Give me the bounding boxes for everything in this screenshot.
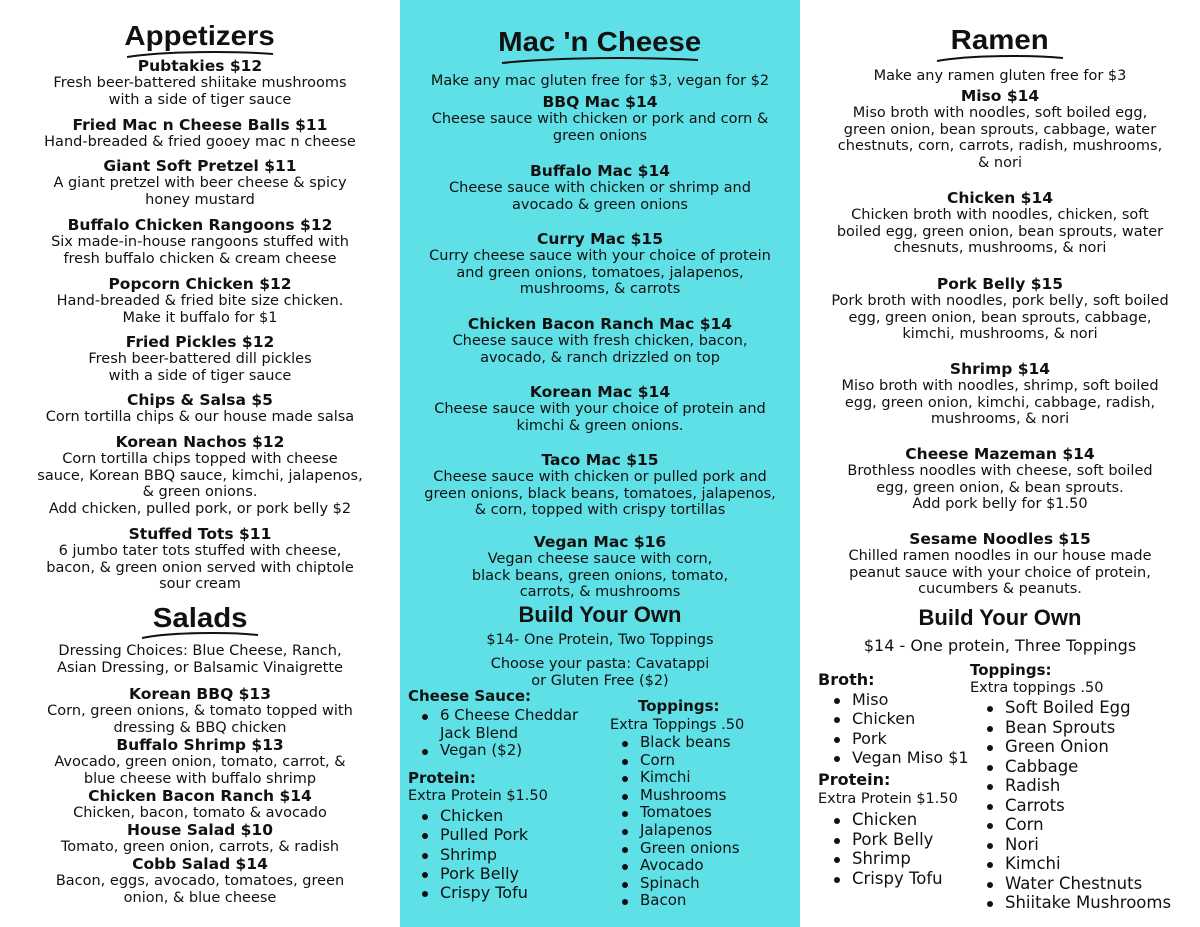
mac-toppings-list [610, 734, 800, 910]
menu-item-desc: carrots, & mushrooms [519, 584, 681, 600]
menu-item-desc: Cheese sauce with chicken or pork and corn & [431, 111, 769, 127]
menu-item-desc: Corn tortilla chips topped with cheese [62, 451, 338, 467]
menu-item-name: Cheese Mazeman $14 [905, 445, 1095, 463]
list-item: Pork Belly [822, 830, 982, 850]
ramen-column [800, 0, 1200, 927]
ramen-note: Make any ramen gluten free for $3 [873, 68, 1127, 84]
menu-item-name: Taco Mac $15 [541, 451, 659, 469]
menu-item-desc: mushrooms, & nori [930, 411, 1070, 427]
list-item: Bacon [610, 892, 800, 910]
list-item: Chicken [410, 806, 600, 825]
list-item: Shrimp [822, 849, 982, 869]
list-item: Pork Belly [410, 864, 600, 883]
menu-item-name: House Salad $10 [126, 821, 274, 839]
menu-item-desc: Cheese sauce with fresh chicken, bacon, [452, 333, 748, 349]
menu-item-name: Korean Nachos $12 [115, 433, 285, 451]
menu-item-desc: with a side of tiger sauce [108, 91, 292, 108]
menu-item [400, 231, 800, 298]
menu-item-name: Popcorn Chicken $12 [108, 275, 292, 293]
menu-item-desc: sour cream [159, 576, 241, 592]
menu-item-desc: avocado & green onions [512, 196, 688, 213]
menu-item-desc: black beans, green onions, tomato, [471, 567, 729, 584]
list-item: Pork [822, 729, 982, 748]
menu-item [0, 737, 400, 787]
menu-item-name: Cobb Salad $14 [132, 855, 268, 873]
menu-item [400, 384, 800, 434]
menu-item [400, 163, 800, 213]
list-item: 6 Cheese Cheddar Jack Blend [410, 707, 610, 742]
menu-item [0, 217, 400, 267]
list-item: Vegan Miso $1 [822, 748, 982, 767]
menu-item [0, 856, 400, 906]
menu-item-desc: blue cheese with buffalo shrimp [83, 770, 317, 787]
swirl-divider-icon [140, 631, 260, 641]
menu-item [800, 361, 1200, 428]
menu-item-desc: Miso broth with noodles, soft boiled egg, [852, 105, 1148, 121]
mac-column [400, 0, 800, 927]
ramen-build-heading: Build Your Own [918, 605, 1082, 630]
menu-item-desc: Tomato, green onion, carrots, & radish [60, 839, 340, 855]
menu-item-name: Chicken Bacon Ranch Mac $14 [467, 315, 733, 333]
menu-item-desc: egg, green onion, kimchi, cabbage, radish, [844, 394, 1156, 411]
menu-item [400, 94, 800, 144]
menu-item-name: Korean BBQ $13 [129, 685, 271, 703]
list-item: Shiitake Mushrooms [975, 893, 1200, 913]
menu-item-desc: green onions [552, 127, 648, 144]
list-item: Vegan ($2) [410, 742, 610, 760]
menu-item [0, 392, 400, 426]
menu-item [0, 334, 400, 384]
list-item: Kimchi [975, 854, 1200, 874]
menu-item-desc: Cheese sauce with your choice of protein and [434, 401, 766, 417]
menu-item [0, 276, 400, 326]
list-item: Green onions [610, 840, 800, 858]
menu-item-desc: Hand-breaded & fried gooey mac n cheese [44, 134, 356, 150]
ramen-protein-list [822, 810, 982, 888]
menu-item-name: Buffalo Chicken Rangoons $12 [67, 216, 333, 234]
menu-item [0, 434, 400, 517]
dressing-line: Asian Dressing, or Balsamic Vinaigrette [57, 660, 343, 676]
ramen-toppings-label: Toppings: [970, 661, 1052, 679]
menu-item-desc: Make it buffalo for $1 [122, 309, 278, 326]
menu-item-name: Sesame Noodles $15 [909, 530, 1091, 548]
menu-item-desc: egg, green onion, bean sprouts, cabbage, [848, 309, 1152, 326]
ramen-broth-label: Broth: [818, 670, 875, 689]
list-item: Tomatoes [610, 804, 800, 822]
list-item: Spinach [610, 875, 800, 893]
menu-item-name: Buffalo Shrimp $13 [116, 736, 284, 754]
menu-item-desc: Add chicken, pulled pork, or pork belly $2 [48, 500, 352, 517]
mac-pasta-line: or Gluten Free ($2) [531, 673, 669, 689]
menu-item-name: Giant Soft Pretzel $11 [103, 157, 297, 175]
menu-item-desc: fresh buffalo chicken & cream cheese [63, 250, 337, 267]
menu-item-desc: with a side of tiger sauce [108, 367, 292, 384]
list-item: Chicken [822, 810, 982, 830]
menu-item-desc: Add pork belly for $1.50 [912, 496, 1088, 512]
list-item: Jalapenos [610, 822, 800, 840]
menu-item [0, 686, 400, 736]
menu-item-desc: green onion, bean sprouts, cabbage, water [843, 121, 1157, 138]
appetizers-heading: Appetizers [124, 20, 276, 51]
menu-item-desc: onion, & blue cheese [123, 889, 277, 906]
list-item: Radish [975, 776, 1200, 796]
menu-item-desc: Avocado, green onion, tomato, carrot, & [54, 754, 346, 770]
menu-item-desc: avocado, & ranch drizzled on top [480, 349, 720, 366]
menu-item-desc: Fresh beer-battered shiitake mushrooms [53, 75, 347, 91]
menu-item-name: Fried Mac n Cheese Balls $11 [72, 116, 328, 134]
list-item: Black beans [610, 734, 800, 752]
menu-item-desc: Curry cheese sauce with your choice of protein [429, 248, 771, 264]
mac-note: Make any mac gluten free for $3, vegan for $2 [430, 73, 770, 89]
list-item: Shrimp [410, 845, 600, 864]
menu-item [0, 117, 400, 151]
menu-item-desc: Chicken broth with noodles, chicken, soft [851, 207, 1149, 223]
mac-protein-label: Protein: [408, 769, 476, 787]
mac-build-heading: Build Your Own [518, 602, 682, 627]
list-item: Bean Sprouts [975, 718, 1200, 738]
menu-item-desc: & corn, topped with crispy tortillas [474, 502, 726, 518]
menu-item-desc: Corn tortilla chips & our house made salsa [45, 409, 355, 425]
menu-item-desc: Fresh beer-battered dill pickles [88, 351, 312, 367]
mac-cheese-label: Cheese Sauce: [408, 687, 532, 705]
menu-item-desc: Brothless noodles with cheese, soft boiled [847, 463, 1153, 479]
menu-item-desc: kimchi & green onions. [516, 417, 684, 434]
list-item: Corn [610, 752, 800, 770]
menu-item [800, 190, 1200, 257]
menu-item-desc: Corn, green onions, & tomato topped with [47, 703, 353, 719]
menu-item-desc: Miso broth with noodles, shrimp, soft boiled [841, 378, 1159, 394]
menu-item-desc: Vegan cheese sauce with corn, [487, 551, 713, 567]
menu-item-desc: Bacon, eggs, avocado, tomatoes, green [55, 873, 345, 889]
menu-item-name: Buffalo Mac $14 [529, 162, 671, 180]
menu-item-desc: cucumbers & peanuts. [918, 581, 1082, 597]
menu-item-desc: green onions, black beans, tomatoes, jalapenos, [424, 485, 776, 502]
ramen-build-price: $14 - One protein, Three Toppings [863, 636, 1137, 655]
ramen-toppings-note: Extra toppings .50 [970, 680, 1104, 696]
menu-item-desc: chestnuts, corn, carrots, radish, mushrooms, [837, 138, 1163, 154]
menu-item-name: BBQ Mac $14 [542, 93, 658, 111]
list-item: Water Chestnuts [975, 874, 1200, 894]
menu-item [800, 531, 1200, 598]
list-item: Cabbage [975, 757, 1200, 777]
menu-item [0, 822, 400, 856]
ramen-toppings-list [975, 698, 1200, 913]
menu-item-desc: Hand-breaded & fried bite size chicken. [56, 293, 344, 309]
menu-item-name: Chips & Salsa $5 [127, 391, 273, 409]
list-item: Kimchi [610, 769, 800, 787]
list-item: Pulled Pork [410, 825, 600, 844]
list-item: Miso [822, 690, 982, 709]
menu-item-name: Korean Mac $14 [529, 383, 671, 401]
mac-heading: Mac 'n Cheese [498, 26, 702, 57]
swirl-divider-icon [500, 56, 700, 66]
menu-item-name: Stuffed Tots $11 [128, 525, 272, 543]
list-item: Nori [975, 835, 1200, 855]
menu-item-desc: dressing & BBQ chicken [113, 719, 287, 736]
menu-item-desc: A giant pretzel with beer cheese & spicy [53, 175, 347, 191]
menu-item-name: Chicken Bacon Ranch $14 [88, 787, 312, 805]
list-item: Avocado [610, 857, 800, 875]
menu-item-desc: peanut sauce with your choice of protein, [849, 564, 1151, 581]
menu-item-desc: boiled egg, green onion, bean sprouts, water [836, 223, 1164, 240]
menu-item-name: Vegan Mac $16 [533, 533, 667, 551]
menu-item-desc: kimchi, mushrooms, & nori [902, 326, 1098, 342]
mac-pasta-line: Choose your pasta: Cavatappi [490, 656, 710, 672]
appetizers-salads-column [0, 0, 400, 927]
menu-item-desc: mushrooms, & carrots [519, 281, 681, 297]
ramen-broth-list [822, 690, 982, 767]
menu-item [400, 534, 800, 601]
menu-item-name: Chicken $14 [946, 189, 1054, 207]
menu-item [800, 276, 1200, 343]
menu-item [0, 58, 400, 108]
menu-item-desc: & nori [978, 154, 1022, 171]
menu-item-desc: honey mustard [145, 191, 255, 208]
dressing-line: Dressing Choices: Blue Cheese, Ranch, [58, 643, 342, 659]
menu-item-name: Pork Belly $15 [936, 275, 1064, 293]
mac-protein-list [410, 806, 600, 902]
menu-item-name: Miso $14 [960, 87, 1040, 105]
menu-item-desc: & green onions. [142, 484, 258, 500]
menu-item-desc: sauce, Korean BBQ sauce, kimchi, jalapenos, [37, 467, 363, 484]
mac-toppings-label: Toppings: [638, 697, 720, 715]
menu-item-desc: Six made-in-house rangoons stuffed with [51, 234, 349, 250]
menu-item-desc: Cheese sauce with chicken or shrimp and [449, 180, 751, 196]
ramen-protein-note: Extra Protein $1.50 [818, 791, 958, 807]
menu-item [800, 88, 1200, 171]
menu-item-desc: 6 jumbo tater tots stuffed with cheese, [58, 543, 342, 559]
menu-item-desc: egg, green onion, & bean sprouts. [876, 479, 1124, 496]
swirl-divider-icon [935, 54, 1065, 64]
menu-item-desc: chesnuts, mushrooms, & nori [893, 240, 1107, 256]
ramen-heading: Ramen [950, 24, 1050, 55]
menu-item [0, 158, 400, 208]
list-item: Crispy Tofu [410, 883, 600, 902]
menu-item [400, 316, 800, 366]
list-item: Crispy Tofu [822, 869, 982, 889]
salads-heading: Salads [152, 602, 248, 633]
menu-item-desc: Chilled ramen noodles in our house made [848, 548, 1152, 564]
menu-item-name: Shrimp $14 [949, 360, 1051, 378]
menu-item-desc: bacon, & green onion served with chiptole [46, 559, 354, 576]
list-item: Carrots [975, 796, 1200, 816]
mac-protein-note: Extra Protein $1.50 [408, 788, 548, 804]
list-item: Mushrooms [610, 787, 800, 805]
menu-item-desc: Chicken, bacon, tomato & avocado [73, 805, 327, 821]
menu-item-desc: Pork broth with noodles, pork belly, soft boiled [831, 293, 1169, 309]
ramen-protein-label: Protein: [818, 770, 891, 789]
list-item: Soft Boiled Egg [975, 698, 1200, 718]
list-item: Green Onion [975, 737, 1200, 757]
menu-item [0, 526, 400, 593]
list-item: Corn [975, 815, 1200, 835]
menu-item-name: Fried Pickles $12 [125, 333, 275, 351]
mac-build-price: $14- One Protein, Two Toppings [486, 632, 714, 648]
mac-cheese-list [410, 707, 610, 760]
list-item: Chicken [822, 709, 982, 728]
mac-toppings-note: Extra Toppings .50 [610, 717, 745, 733]
menu-item-name: Curry Mac $15 [536, 230, 664, 248]
menu-item [800, 446, 1200, 513]
menu-item [400, 452, 800, 519]
menu-item-desc: Cheese sauce with chicken or pulled pork and [433, 469, 767, 485]
menu-item [0, 788, 400, 822]
menu-item-desc: and green onions, tomatoes, jalapenos, [456, 264, 744, 281]
menu-item-name: Pubtakies $12 [137, 57, 263, 75]
